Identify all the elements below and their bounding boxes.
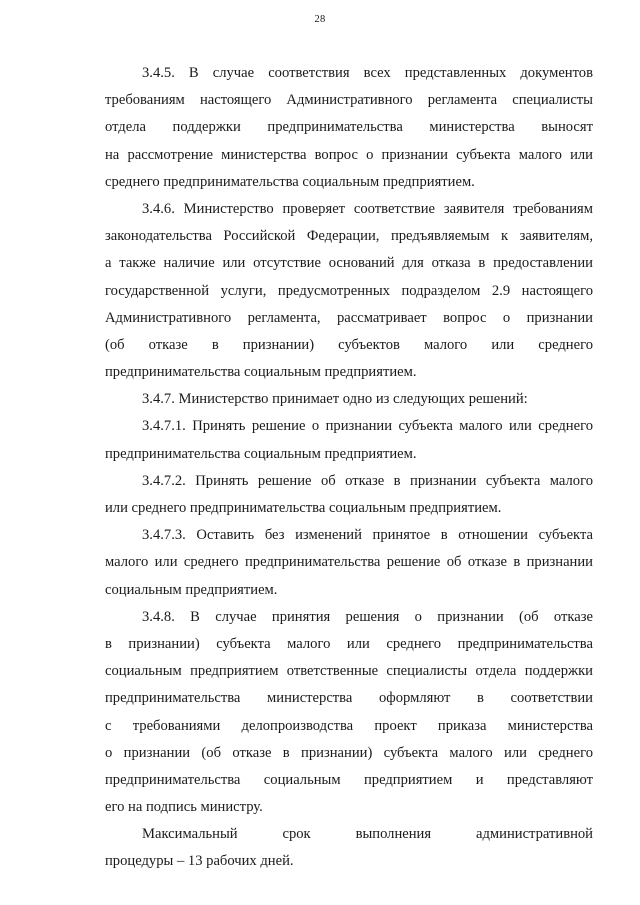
text-line: процедуры – 13 рабочих дней. <box>105 853 294 870</box>
text-line: социальным предприятием. <box>105 581 278 598</box>
text-line: о признании (об отказе в признании) субъекта малого или среднего <box>105 744 593 761</box>
text-line: Административного регламента, рассматривает вопрос о признании <box>105 309 593 326</box>
text-line: 3.4.8. В случае принятия решения о признании (об отказе <box>142 608 593 625</box>
paragraph <box>105 604 593 822</box>
text-line: с требованиями делопроизводства проект приказа министерства <box>105 717 593 734</box>
paragraph <box>105 60 593 196</box>
page-number: 28 <box>314 14 326 25</box>
paragraph <box>105 522 593 604</box>
text-line: 3.4.7. Министерство принимает одно из следующих решений: <box>142 391 528 408</box>
text-line: 3.4.7.3. Оставить без изменений принятое в отношении субъекта <box>142 527 593 544</box>
paragraph <box>105 821 593 875</box>
text-line: требованиям настоящего Административного регламента специалисты <box>105 92 593 109</box>
text-line: предпринимательства социальным предприятием. <box>105 364 417 381</box>
paragraph <box>105 196 593 386</box>
text-line: малого или среднего предпринимательства решение об отказе в признании <box>105 554 593 571</box>
text-line: предпринимательства министерства оформляют в соответствии <box>105 690 593 707</box>
text-line: предпринимательства социальным предприятием и представляют <box>105 771 593 788</box>
paragraph <box>105 468 593 522</box>
text-line: государственной услуги, предусмотренных подразделом 2.9 настоящего <box>105 282 593 299</box>
document-body <box>105 60 593 876</box>
text-line: его на подпись министру. <box>105 799 263 816</box>
text-line: (об отказе в признании) субъектов малого или среднего <box>105 336 593 353</box>
text-line: в признании) субъекта малого или среднего предпринимательства <box>105 635 593 652</box>
text-line: или среднего предпринимательства социальным предприятием. <box>105 500 502 516</box>
text-line: 3.4.5. В случае соответствия всех представленных документов <box>142 65 593 81</box>
text-line: 3.4.6. Министерство проверяет соответствие заявителя требованиям <box>142 200 593 217</box>
paragraph <box>105 386 593 413</box>
text-line: 3.4.7.2. Принять решение об отказе в признании субъекта малого <box>142 472 593 489</box>
text-line: предпринимательства социальным предприятием. <box>105 445 417 462</box>
text-line: 3.4.7.1. Принять решение о признании субъекта малого или среднего <box>142 418 593 435</box>
text-line: социальным предприятием ответственные специалисты отдела поддержки <box>105 663 593 680</box>
paragraph <box>105 413 593 467</box>
text-line: отдела поддержки предпринимательства министерства выносят <box>105 119 593 136</box>
text-line: среднего предпринимательства социальным предприятием. <box>105 173 475 190</box>
text-line: на рассмотрение министерства вопрос о признании субъекта малого или <box>105 146 593 163</box>
text-line: а также наличие или отсутствие оснований для отказа в предоставлении <box>105 255 593 272</box>
text-line: законодательства Российской Федерации, предъявляемым к заявителям, <box>105 228 593 245</box>
text-line: Максимальный срок выполнения административной <box>142 826 593 843</box>
